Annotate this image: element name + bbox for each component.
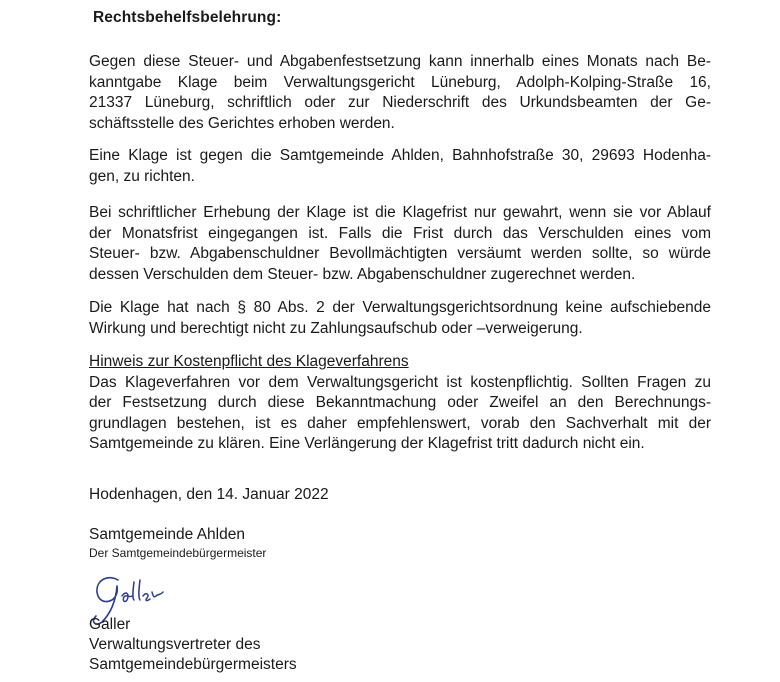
text-line: grundlagen bestehen, ist es daher empfehlenswert, vorab den Sachverhalt mit der [89, 414, 711, 432]
text-line: Gegen diese Steuer- und Abgabenfestsetzung kann innerhalb eines Monats nach Be- [89, 53, 711, 70]
signatory-name: Galler [89, 616, 131, 633]
text-line: Steuer- bzw. Abgabenschuldner Bevollmächtigten versäumt werden sollte, so würde [89, 245, 711, 262]
notice-title: Hinweis zur Kostenpflicht des Klageverfahrens [89, 353, 409, 370]
text-line: dessen Verschulden dem Steuer- bzw. Abgabenschuldner zugerechnet werden. [89, 265, 636, 283]
text-line: Eine Klage ist gegen die Samtgemeinde Ahlden, Bahnhofstraße 30, 29693 Hodenha- [89, 147, 711, 164]
text-line: 21337 Lüneburg, schriftlich oder zur Niederschrift des Urkundsbeamten der Ge- [89, 94, 711, 111]
paragraph-appeal-deadline [89, 52, 711, 134]
notice-cost-obligation [89, 352, 711, 455]
text-line: Das Klageverfahren vor dem Verwaltungsgericht ist kostenpflichtig. Sollten Fragen zu [89, 373, 711, 391]
text-line: Bei schriftlicher Erhebung der Klage ist die Klagefrist nur gewahrt, wenn sie vor Ablauf [89, 204, 711, 221]
signatory-title-line1: Verwaltungsvertreter des [89, 636, 261, 653]
text-line: Samtgemeinde zu klären. Eine Verlängerung der Klagefrist tritt dadurch nicht ein. [89, 435, 645, 452]
text-line: der Monatsfrist eingegangen ist. Falls die Frist durch das Verschulden eines vom [89, 224, 711, 242]
paragraph-defendant [89, 146, 711, 187]
text-line: kanntgabe Klage beim Verwaltungsgericht Lüneburg, Adolph-Kolping-Straße 16, [89, 73, 711, 91]
document-heading: Rechtsbehelfsbelehrung: [93, 9, 282, 26]
text-line: schäftsstelle des Gerichtes erhoben werden. [89, 114, 395, 132]
text-line: gen, zu richten. [89, 167, 195, 185]
text-line: der Festsetzung durch diese Bekanntmachung oder Zweifel an den Berechnungs- [89, 394, 711, 411]
paragraph-no-suspensive-effect [89, 298, 711, 339]
text-line: Wirkung und berechtigt nicht zu Zahlungsaufschub oder –verweigerung. [89, 319, 583, 337]
text-line: Die Klage hat nach § 80 Abs. 2 der Verwaltungsgerichtsordnung keine aufschiebende [89, 299, 711, 316]
paragraph-deadline-conditions [89, 203, 711, 285]
signatory-title-line2: Samtgemeindebürgermeisters [89, 656, 297, 673]
issuer-role: Der Samtgemeindebürgermeister [89, 546, 267, 560]
issuer-name: Samtgemeinde Ahlden [89, 526, 245, 543]
place-date: Hodenhagen, den 14. Januar 2022 [89, 486, 329, 503]
